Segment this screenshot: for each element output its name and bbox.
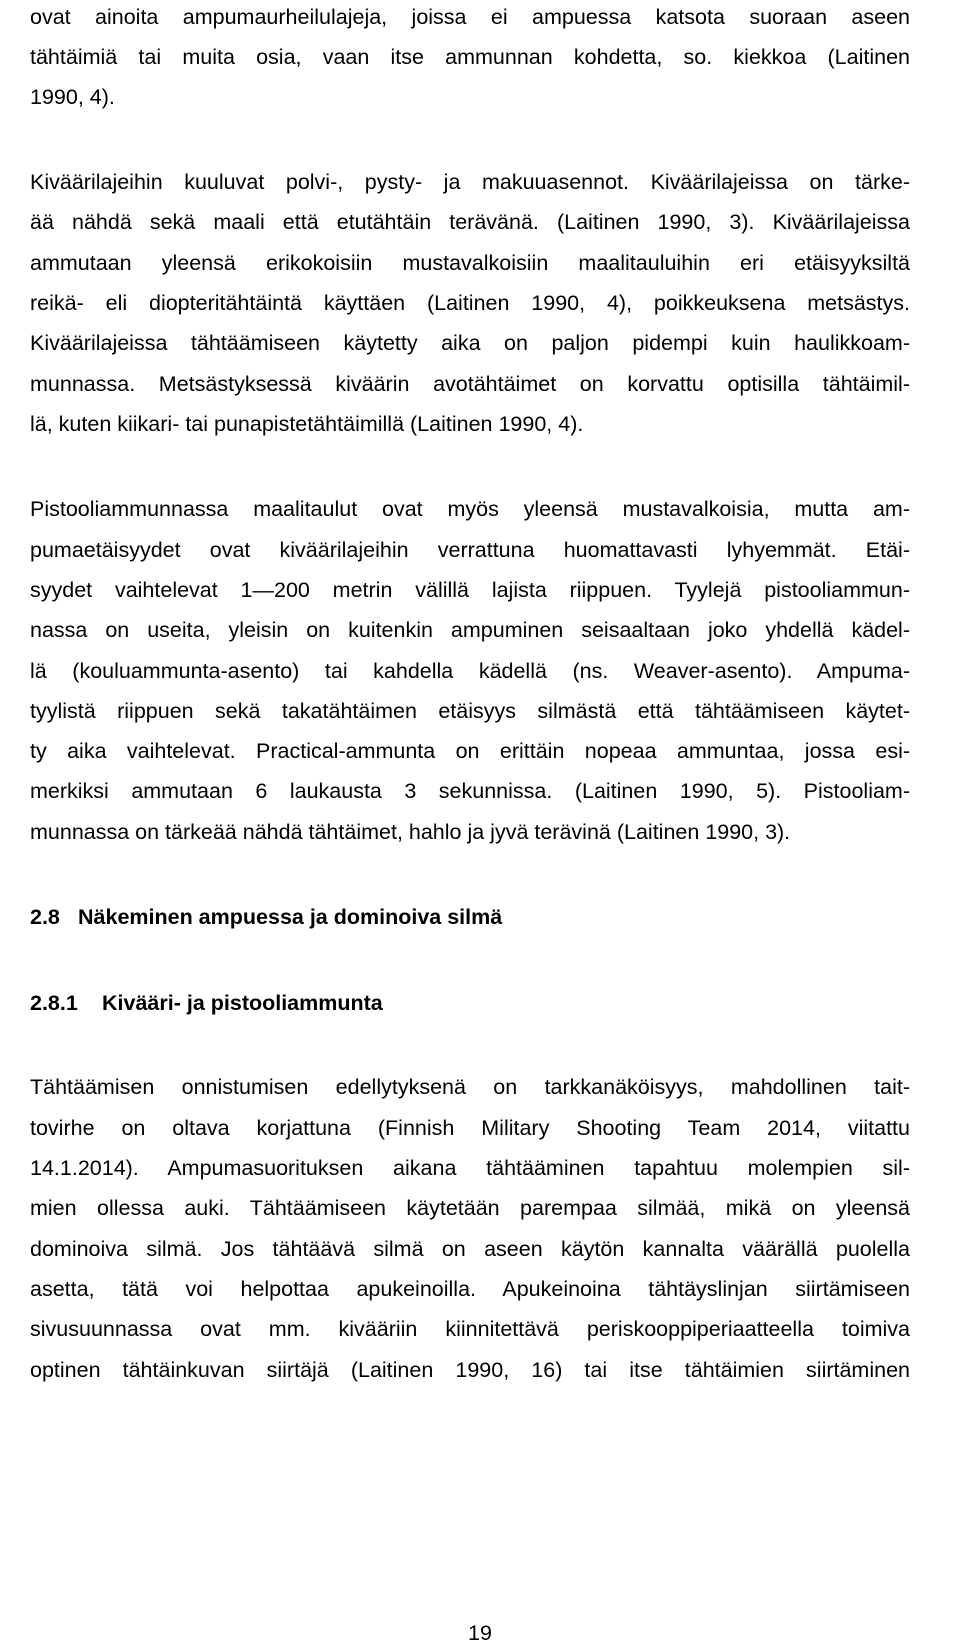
text-line: tähtäimiä tai muita osia, vaan itse ammunnan kohdetta, so. kiekkoa (Laitinen xyxy=(30,45,910,69)
text-line: mien ollessa auki. Tähtäämiseen käytetään parempaa silmää, mikä on yleensä xyxy=(30,1196,910,1220)
text-line: tyylistä riippuen sekä takatähtäimen etäisyys silmästä että tähtäämiseen käytet- xyxy=(30,699,910,723)
subsection-heading xyxy=(30,988,383,1018)
subsection-title: Kivääri- ja pistooliammunta xyxy=(102,991,383,1015)
text-line: optinen tähtäinkuvan siirtäjä (Laitinen 1990, 16) tai itse tähtäimien siirtäminen xyxy=(30,1358,910,1382)
text-line: Kiväärilajeihin kuuluvat polvi-, pysty- ja makuuasennot. Kiväärilajeissa on tärke- xyxy=(30,170,910,194)
text-line: ovat ainoita ampumaurheilulajeja, joissa ei ampuessa katsota suoraan aseen xyxy=(30,5,910,29)
text-line: Tähtäämisen onnistumisen edellytyksenä on tarkkanäköisyys, mahdollinen tait- xyxy=(30,1075,910,1099)
section-number: 2.8 xyxy=(30,905,60,929)
text-line: ää nähdä sekä maali että etutähtäin terävänä. (Laitinen 1990, 3). Kiväärilajeissa xyxy=(30,210,910,234)
text-line: Kiväärilajeissa tähtäämiseen käytetty aika on paljon pidempi kuin haulikkoam- xyxy=(30,331,910,355)
text-line: merkiksi ammutaan 6 laukausta 3 sekunnissa. (Laitinen 1990, 5). Pistooliam- xyxy=(30,779,910,803)
subsection-number: 2.8.1 xyxy=(30,991,78,1015)
text-line: pumaetäisyydet ovat kiväärilajeihin verrattuna huomattavasti lyhyemmät. Etäi- xyxy=(30,538,910,562)
text-line: sivusuunnassa ovat mm. kivääriin kiinnitettävä periskooppiperiaatteella toimiva xyxy=(30,1317,910,1341)
text-line: syydet vaihtelevat 1—200 metrin välillä lajista riippuen. Tyylejä pistooliammun- xyxy=(30,578,910,602)
text-line: reikä- eli diopteritähtäintä käyttäen (Laitinen 1990, 4), poikkeuksena metsästys. xyxy=(30,291,910,315)
text-line: nassa on useita, yleisin on kuitenkin ampuminen seisaaltaan joko yhdellä kädel- xyxy=(30,618,910,642)
text-line: lä, kuten kiikari- tai punapistetähtäimillä (Laitinen 1990, 4). xyxy=(30,412,584,436)
text-line: tovirhe on oltava korjattuna (Finnish Military Shooting Team 2014, viitattu xyxy=(30,1116,910,1140)
text-line: ammutaan yleensä erikokoisiin mustavalkoisiin maalitauluihin eri etäisyyksiltä xyxy=(30,251,910,275)
text-line: 14.1.2014). Ampumasuorituksen aikana tähtääminen tapahtuu molempien sil- xyxy=(30,1156,910,1180)
text-line: ty aika vaihtelevat. Practical-ammunta on erittäin nopeaa ammuntaa, jossa esi- xyxy=(30,739,910,763)
text-line: Pistooliammunnassa maalitaulut ovat myös yleensä mustavalkoisia, mutta am- xyxy=(30,497,910,521)
text-line: munnassa. Metsästyksessä kiväärin avotähtäimet on korvattu optisilla tähtäimil- xyxy=(30,372,910,396)
text-line: asetta, tätä voi helpottaa apukeinoilla. Apukeinoina tähtäyslinjan siirtämiseen xyxy=(30,1277,910,1301)
text-line: dominoiva silmä. Jos tähtäävä silmä on aseen käytön kannalta väärällä puolella xyxy=(30,1237,910,1261)
page-number: 19 xyxy=(468,1621,492,1645)
section-heading xyxy=(30,902,502,932)
text-line: munnassa on tärkeää nähdä tähtäimet, hahlo ja jyvä terävinä (Laitinen 1990, 3). xyxy=(30,820,791,844)
section-title: Näkeminen ampuessa ja dominoiva silmä xyxy=(78,905,503,929)
text-line: lä (kouluammunta-asento) tai kahdella kädellä (ns. Weaver-asento). Ampuma- xyxy=(30,659,910,683)
text-line: 1990, 4). xyxy=(30,85,115,109)
